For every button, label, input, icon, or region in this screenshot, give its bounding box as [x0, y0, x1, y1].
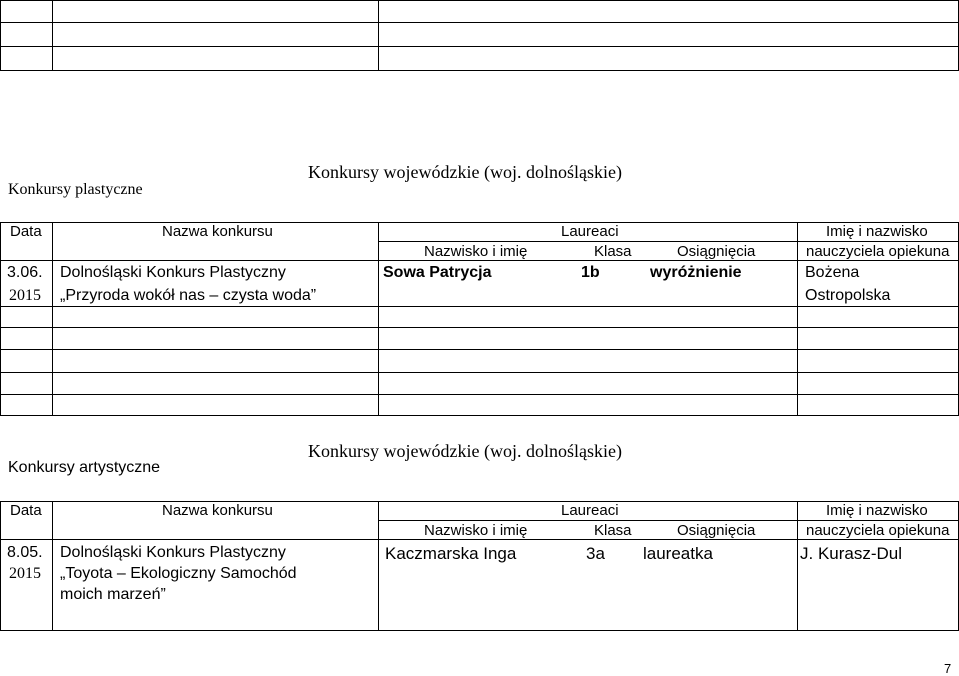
- section1-category: Konkursy plastyczne: [8, 181, 143, 198]
- col-header-date: Data: [10, 502, 42, 519]
- col-header-teacher-line2: nauczyciela opiekuna: [806, 243, 950, 260]
- col-header-laureates: Laureaci: [561, 223, 619, 240]
- row-student-name: Kaczmarska Inga: [385, 544, 517, 563]
- col-header-date: Data: [10, 223, 42, 240]
- col-header-laureates: Laureaci: [561, 502, 619, 519]
- row-achievement: wyróżnienie: [650, 264, 742, 281]
- row-contest-line1: Dolnośląski Konkurs Plastyczny: [60, 264, 286, 281]
- col-header-achievement: Osiągnięcia: [677, 522, 756, 539]
- row-class: 1b: [581, 264, 600, 281]
- page-number: 7: [944, 661, 952, 676]
- row-date-line2: 2015: [9, 565, 41, 582]
- row-achievement: laureatka: [643, 544, 713, 563]
- row-date-line1: 3.06.: [7, 264, 43, 281]
- col-header-contest-name: Nazwa konkursu: [162, 223, 273, 240]
- col-header-name: Nazwisko i imię: [424, 243, 528, 260]
- row-contest-line3: moich marzeń”: [60, 586, 166, 603]
- row-date-line2: 2015: [9, 287, 41, 304]
- section1-heading: Konkursy wojewódzkie (woj. dolnośląskie): [308, 162, 622, 182]
- col-header-teacher-line1: Imię i nazwisko: [826, 502, 928, 519]
- col-header-teacher-line1: Imię i nazwisko: [826, 223, 928, 240]
- row-teacher-line1: Bożena: [805, 264, 860, 281]
- row-contest-line2: „Toyota – Ekologiczny Samochód: [60, 565, 297, 582]
- col-header-teacher-line2: nauczyciela opiekuna: [806, 522, 950, 539]
- row-class: 3a: [586, 544, 605, 563]
- col-header-name: Nazwisko i imię: [424, 522, 528, 539]
- row-date-line1: 8.05.: [7, 544, 43, 561]
- row-teacher: J. Kurasz-Dul: [800, 544, 903, 563]
- col-header-class: Klasa: [594, 522, 632, 539]
- row-contest-line2: „Przyroda wokół nas – czysta woda”: [60, 287, 317, 304]
- row-student-name: Sowa Patrycja: [383, 264, 492, 281]
- col-header-achievement: Osiągnięcia: [677, 243, 756, 260]
- section2-category: Konkursy artystyczne: [8, 459, 161, 476]
- row-contest-line1: Dolnośląski Konkurs Plastyczny: [60, 544, 286, 561]
- section2-heading: Konkursy wojewódzkie (woj. dolnośląskie): [308, 441, 622, 461]
- col-header-contest-name: Nazwa konkursu: [162, 502, 273, 519]
- col-header-class: Klasa: [594, 243, 632, 260]
- row-teacher-line2: Ostropolska: [805, 287, 891, 304]
